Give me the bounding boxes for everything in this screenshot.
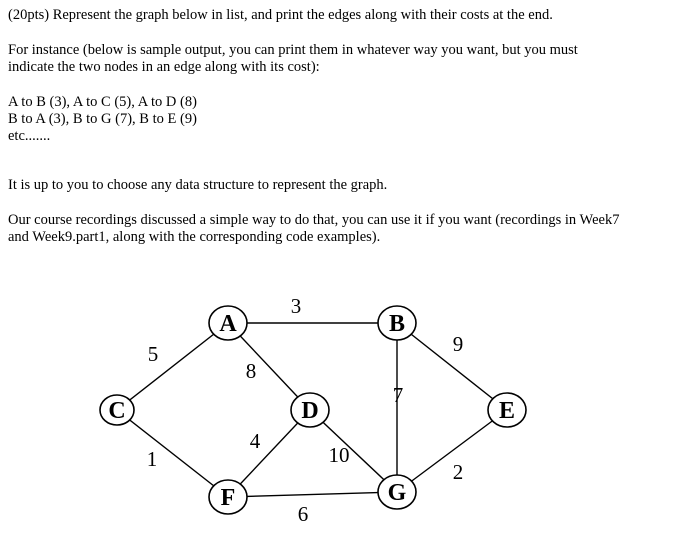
edge-cost-c-f: 1: [146, 447, 158, 471]
edge-cost-f-d: 4: [249, 429, 261, 453]
edge-cost-a-d: 8: [245, 359, 257, 383]
edge-f-g: [228, 492, 397, 497]
node-label-a: A: [219, 311, 237, 337]
node-b: [378, 306, 416, 340]
edge-cost-d-g: 10: [328, 443, 350, 467]
edge-cost-b-e: 9: [452, 332, 464, 356]
instruction-line-2: indicate the two nodes in an edge along with its cost):: [8, 59, 320, 75]
edge-cost-a-b: 3: [290, 294, 302, 318]
edge-cost-f-g: 6: [297, 502, 309, 526]
node-f: [209, 480, 247, 514]
instruction-line-1: For instance (below is sample output, you can print them in whatever way you want, but you must: [8, 42, 578, 58]
note-line-2: Our course recordings discussed a simple way to do that, you can use it if you want (recordings in Week7: [8, 212, 620, 228]
node-g: [378, 475, 416, 509]
node-c: [100, 395, 134, 425]
node-label-f: F: [220, 485, 236, 511]
node-e: [488, 393, 526, 427]
node-label-g: G: [387, 480, 407, 506]
node-d: [291, 393, 329, 427]
node-a: [209, 306, 247, 340]
note-line-1: It is up to you to choose any data structure to represent the graph.: [8, 177, 388, 193]
edge-cost-a-c: 5: [147, 342, 159, 366]
node-label-e: E: [498, 398, 516, 424]
node-label-d: D: [301, 398, 319, 424]
sample-output-line-2: B to A (3), B to G (7), B to E (9): [8, 111, 197, 127]
node-label-b: B: [388, 311, 406, 337]
sample-output-line-1: A to B (3), A to C (5), A to D (8): [8, 94, 197, 110]
question-text: (20pts) Represent the graph below in list, and print the edges along with their costs at the end.: [8, 7, 553, 23]
node-label-c: C: [108, 398, 126, 424]
sample-output-line-3: etc.......: [8, 128, 51, 144]
edge-cost-b-g: 7: [392, 383, 404, 407]
edge-a-c: [117, 323, 228, 410]
edge-cost-g-e: 2: [452, 460, 464, 484]
note-line-3: and Week9.part1, along with the corresponding code examples).: [8, 229, 381, 245]
edge-c-f: [117, 410, 228, 497]
